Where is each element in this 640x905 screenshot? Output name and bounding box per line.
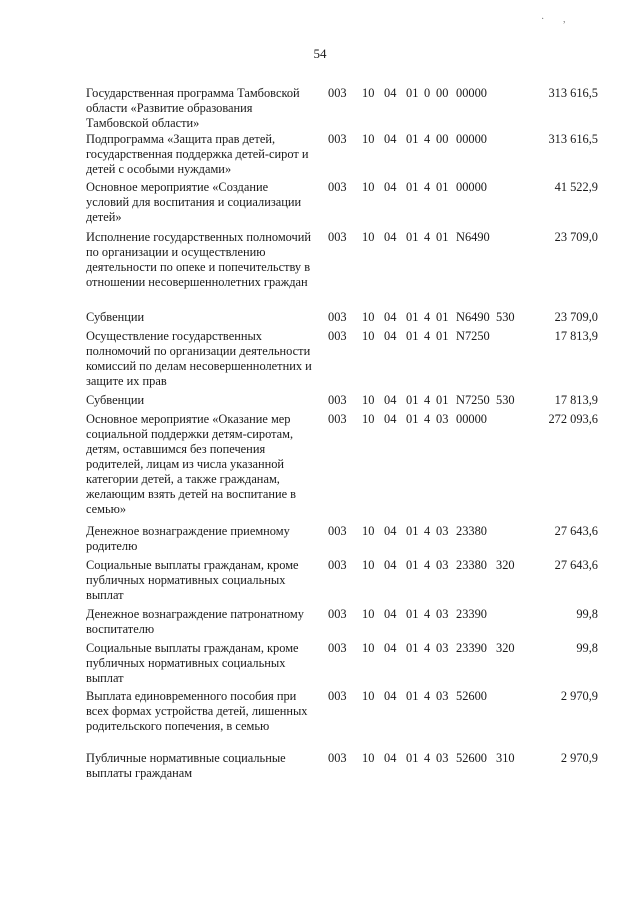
- code-expense-type: 530: [496, 393, 515, 407]
- code-activity: 03: [436, 751, 449, 765]
- code-activity: 03: [436, 412, 449, 426]
- amount: 2 970,9: [560, 751, 598, 765]
- code-ved: 003: [328, 86, 347, 100]
- amount: 17 813,9: [554, 329, 598, 343]
- code-direction: N6490: [456, 230, 490, 244]
- code-direction: 23390: [456, 641, 487, 655]
- table-row: [86, 607, 606, 637]
- amount: 27 643,6: [554, 558, 598, 572]
- code-rz: 10: [362, 689, 375, 703]
- row-name: Денежное вознаграждение приемному родителю: [86, 524, 290, 553]
- code-program: 01: [406, 412, 419, 426]
- code-expense-type: 320: [496, 558, 515, 572]
- code-ved: 003: [328, 329, 347, 343]
- row-name: Социальные выплаты гражданам, кроме публичных нормативных социальных выплат: [86, 641, 299, 685]
- code-ved: 003: [328, 524, 347, 538]
- row-name: Денежное вознаграждение патронатному воспитателю: [86, 607, 304, 636]
- code-pr: 04: [384, 180, 397, 194]
- code-rz: 10: [362, 329, 375, 343]
- row-name: Осуществление государственных полномочий по организации деятельности комиссий по делам несовершеннолетних и защите их прав: [86, 329, 312, 388]
- code-direction: N7250: [456, 329, 490, 343]
- code-pr: 04: [384, 524, 397, 538]
- code-activity: 00: [436, 132, 449, 146]
- code-program: 01: [406, 230, 419, 244]
- code-rz: 10: [362, 412, 375, 426]
- code-ved: 003: [328, 393, 347, 407]
- amount: 272 093,6: [548, 412, 598, 426]
- row-name: Государственная программа Тамбовской области «Развитие образования Тамбовской области»: [86, 86, 300, 130]
- table-row: [86, 558, 606, 603]
- row-name: Исполнение государственных полномочий по организации и осуществлению деятельности по опеке и попечительству в отношении несовершеннолетних граждан: [86, 230, 312, 289]
- code-activity: 03: [436, 607, 449, 621]
- code-pr: 04: [384, 132, 397, 146]
- code-ved: 003: [328, 607, 347, 621]
- code-pr: 04: [384, 393, 397, 407]
- code-activity: 03: [436, 641, 449, 655]
- amount: 27 643,6: [554, 524, 598, 538]
- table-row: [86, 310, 606, 325]
- scan-mark: ·: [541, 14, 545, 25]
- code-pr: 04: [384, 310, 397, 324]
- code-subprogram: 4: [424, 607, 431, 621]
- table-row: [86, 641, 606, 686]
- code-program: 01: [406, 607, 419, 621]
- code-program: 01: [406, 751, 419, 765]
- code-program: 01: [406, 310, 419, 324]
- amount: 23 709,0: [554, 310, 598, 324]
- amount: 17 813,9: [554, 393, 598, 407]
- row-name: Субвенции: [86, 393, 145, 407]
- code-activity: 03: [436, 524, 449, 538]
- code-rz: 10: [362, 524, 375, 538]
- code-ved: 003: [328, 641, 347, 655]
- code-pr: 04: [384, 230, 397, 244]
- table-row: [86, 230, 606, 290]
- code-rz: 10: [362, 132, 375, 146]
- row-name: Социальные выплаты гражданам, кроме публичных нормативных социальных выплат: [86, 558, 299, 602]
- page-number: 54: [313, 46, 327, 61]
- code-program: 01: [406, 180, 419, 194]
- code-direction: 23390: [456, 607, 487, 621]
- code-ved: 003: [328, 230, 347, 244]
- code-subprogram: 4: [424, 558, 431, 572]
- scan-mark: ,: [563, 14, 566, 25]
- code-subprogram: 4: [424, 230, 431, 244]
- table-row: [86, 393, 606, 408]
- code-subprogram: 0: [424, 86, 431, 100]
- code-subprogram: 4: [424, 689, 431, 703]
- code-pr: 04: [384, 607, 397, 621]
- code-ved: 003: [328, 751, 347, 765]
- code-activity: 01: [436, 310, 449, 324]
- code-activity: 01: [436, 180, 449, 194]
- code-program: 01: [406, 393, 419, 407]
- code-pr: 04: [384, 412, 397, 426]
- code-activity: 03: [436, 558, 449, 572]
- amount: 313 616,5: [548, 86, 598, 100]
- code-direction: 00000: [456, 412, 487, 426]
- code-ved: 003: [328, 132, 347, 146]
- code-subprogram: 4: [424, 524, 431, 538]
- table-row: [86, 86, 606, 131]
- code-direction: 23380: [456, 524, 487, 538]
- code-direction: N6490: [456, 310, 490, 324]
- code-rz: 10: [362, 230, 375, 244]
- code-rz: 10: [362, 641, 375, 655]
- row-name: Публичные нормативные социальные выплаты гражданам: [86, 751, 286, 780]
- code-direction: 52600: [456, 751, 487, 765]
- code-subprogram: 4: [424, 132, 431, 146]
- code-program: 01: [406, 641, 419, 655]
- code-direction: 00000: [456, 86, 487, 100]
- code-rz: 10: [362, 751, 375, 765]
- amount: 2 970,9: [560, 689, 598, 703]
- code-subprogram: 4: [424, 310, 431, 324]
- code-direction: 00000: [456, 180, 487, 194]
- amount: 99,8: [576, 607, 598, 621]
- code-activity: 03: [436, 689, 449, 703]
- code-direction: N7250: [456, 393, 490, 407]
- amount: 23 709,0: [554, 230, 598, 244]
- code-program: 01: [406, 689, 419, 703]
- code-ved: 003: [328, 558, 347, 572]
- code-activity: 01: [436, 230, 449, 244]
- code-rz: 10: [362, 310, 375, 324]
- code-expense-type: 530: [496, 310, 515, 324]
- code-activity: 00: [436, 86, 449, 100]
- code-pr: 04: [384, 558, 397, 572]
- amount: 313 616,5: [548, 132, 598, 146]
- code-subprogram: 4: [424, 412, 431, 426]
- table-row: [86, 132, 606, 177]
- code-activity: 01: [436, 393, 449, 407]
- code-direction: 23380: [456, 558, 487, 572]
- code-rz: 10: [362, 180, 375, 194]
- code-direction: 00000: [456, 132, 487, 146]
- code-ved: 003: [328, 412, 347, 426]
- row-name: Подпрограмма «Защита прав детей, государственная поддержка детей-сирот и детей с особыми нуждами»: [86, 132, 309, 176]
- code-rz: 10: [362, 393, 375, 407]
- table-row: [86, 689, 606, 734]
- table-row: [86, 180, 606, 225]
- code-program: 01: [406, 524, 419, 538]
- table-row: [86, 524, 606, 554]
- code-subprogram: 4: [424, 393, 431, 407]
- row-name: Субвенции: [86, 310, 145, 324]
- code-program: 01: [406, 86, 419, 100]
- amount: 41 522,9: [554, 180, 598, 194]
- code-expense-type: 320: [496, 641, 515, 655]
- code-pr: 04: [384, 329, 397, 343]
- code-pr: 04: [384, 689, 397, 703]
- code-subprogram: 4: [424, 180, 431, 194]
- code-program: 01: [406, 132, 419, 146]
- amount: 99,8: [576, 641, 598, 655]
- row-name: Основное мероприятие «Создание условий для воспитания и социализации детей»: [86, 180, 302, 224]
- code-program: 01: [406, 329, 419, 343]
- code-ved: 003: [328, 689, 347, 703]
- code-rz: 10: [362, 86, 375, 100]
- code-expense-type: 310: [496, 751, 515, 765]
- code-ved: 003: [328, 180, 347, 194]
- code-subprogram: 4: [424, 641, 431, 655]
- code-program: 01: [406, 558, 419, 572]
- table-row: [86, 751, 606, 781]
- code-rz: 10: [362, 558, 375, 572]
- code-pr: 04: [384, 641, 397, 655]
- code-subprogram: 4: [424, 329, 431, 343]
- code-pr: 04: [384, 86, 397, 100]
- code-pr: 04: [384, 751, 397, 765]
- code-subprogram: 4: [424, 751, 431, 765]
- row-name: Основное мероприятие «Оказание мер социальной поддержки детям-сиротам, детям, оставшимся без попечения родителей, лицам из числа указанной категории детей, а также гражданам, желающим взять детей на воспитание в семью»: [86, 412, 297, 516]
- code-activity: 01: [436, 329, 449, 343]
- code-ved: 003: [328, 310, 347, 324]
- table-row: [86, 329, 606, 389]
- row-name: Выплата единовременного пособия при всех формах устройства детей, лишенных родительского попечения, в семью: [86, 689, 308, 733]
- code-rz: 10: [362, 607, 375, 621]
- table-row: [86, 412, 606, 517]
- code-direction: 52600: [456, 689, 487, 703]
